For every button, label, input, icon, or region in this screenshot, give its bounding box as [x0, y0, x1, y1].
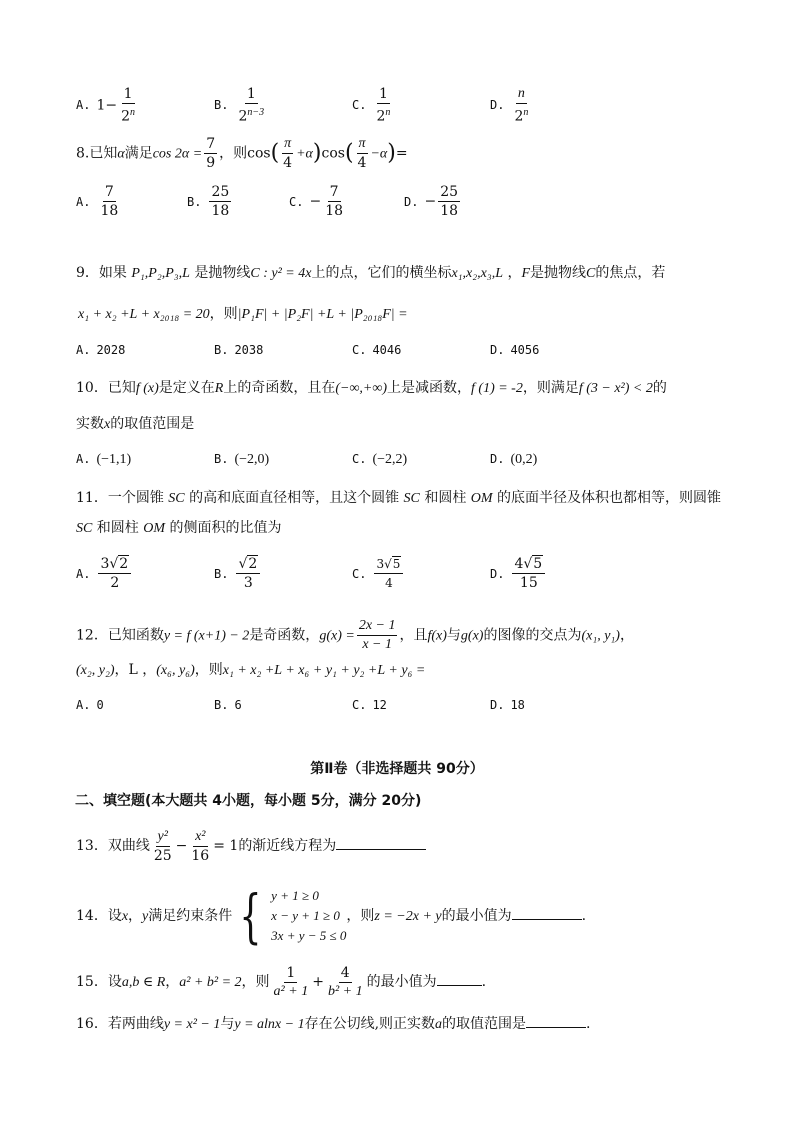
q9-stem-line2: x₁ + x₂ +L + x₂₀₁₈ = 20，则|P₁F| + |P₂F| +L + |P₂₀₁₈F| = — [78, 306, 408, 322]
q7-option-c: C. $\frac{1}{2^n}$ — [352, 86, 391, 125]
q12-option-d: D. 18 — [490, 698, 525, 712]
q9-option-c: C. 4046 — [352, 343, 402, 357]
q12-option-a: A. 0 — [76, 698, 104, 712]
q8-option-d: D. − $\frac{25}{18}$ — [404, 184, 459, 219]
q16-stem: 16．若两曲线y = x² − 1与y = alnx − 1存在公切线,则正实数a的取值范围是 . — [76, 1016, 591, 1032]
q14-stem: 14．设x，y满足约束条件 { y + 1 ≥ 0 x − y + 1 ≥ 0 3x + y − 5 ≤ 0 ，则z = −2x + y的最小值为 . — [76, 882, 587, 950]
answer-blank[interactable] — [526, 1027, 586, 1028]
q11-stem-line1: 11．一个圆锥 SC 的高和底面直径相等，且这个圆锥 SC 和圆柱 OM 的底面半径及体积也都相等，则圆锥 — [76, 490, 722, 506]
q13-stem: 13．双曲线 $\frac{\text{y²}}{25}$ − $\frac{\text{x²}}{16}$ = 1的渐近线方程为 — [76, 828, 426, 864]
q8-option-c: C. − $\frac{7}{18}$ — [289, 184, 344, 219]
q12-stem-line2: (x₂, y₂)，L ，(x₆, y₆)，则x₁ + x₂ +L + x₆ + y₁ + y₂ +L + y₆ = — [76, 662, 426, 678]
q8-options — [0, 184, 794, 224]
answer-blank[interactable] — [336, 849, 426, 850]
q12-option-b: B. 6 — [214, 698, 242, 712]
q7-option-b: B. $\frac{1}{2^{n-3}}$ — [214, 86, 265, 125]
q11-option-b: B. $\frac{√2}{3}$ — [214, 556, 262, 591]
q10-option-c: C. (−2,2) — [352, 452, 408, 467]
part2-title: 第Ⅱ卷（非选择题共 90分） — [310, 761, 484, 777]
q8-option-a: A. $\frac{7}{18}$ — [76, 184, 119, 219]
q8-stem: 8.已知α满足cos 2α = $\frac{7}{9}$ ，则cos( $\frac{\pi}{4}$ +α)cos( $\frac{\pi}{4}$ −α)= — [76, 136, 408, 171]
q9-option-b: B. 2038 — [214, 343, 264, 357]
answer-blank[interactable] — [437, 985, 482, 986]
q12-stem-line1: 12．已知函数y = f (x+1) − 2是奇函数，g(x) = $\frac{2x - 1}{x - 1}$ ，且f(x)与g(x)的图像的交点为(x₁, y₁)， — [76, 618, 634, 652]
section-fill-in-title: 二、填空题(本大题共 4小题，每小题 5分，满分 20分) — [75, 793, 422, 809]
option-label: D. — [490, 98, 505, 113]
q11-stem-line2: SC 和圆柱 OM 的侧面积的比值为 — [76, 520, 282, 536]
q15-stem: 15．设a,b ∈ R，a² + b² = 2，则 $\frac{1}{\text{a² + 1}}$ + $\frac{4}{\text{b² + 1}}$ 的最小值为 . — [76, 964, 487, 999]
option-label: C. — [352, 98, 367, 113]
q8-option-b: B. $\frac{25}{18}$ — [187, 184, 230, 219]
q10-stem-line2: 实数x的取值范围是 — [76, 416, 195, 432]
option-label: A. — [76, 98, 91, 113]
constraint-system: { y + 1 ≥ 0 x − y + 1 ≥ 0 3x + y − 5 ≤ 0 — [239, 882, 347, 950]
q11-option-a: A. $\frac{3√2}{2}$ — [76, 556, 133, 591]
q9-option-d: D. 4056 — [490, 343, 540, 357]
q11-option-c: C. $\frac{3√5}{4}$ — [352, 556, 405, 591]
q10-option-d: D. (0,2) — [490, 452, 538, 467]
q9-options — [0, 342, 794, 364]
q7-option-a: A. 1− $\frac{1}{2^n}$ — [76, 86, 136, 125]
q11-option-d: D. $\frac{4√5}{15}$ — [490, 556, 547, 591]
q10-option-b: B. (−2,0) — [214, 452, 270, 467]
answer-blank[interactable] — [512, 919, 582, 920]
q9-stem-line1: 9．如果 P₁,P₂,P₃,L 是抛物线C : y² = 4x上的点，它们的横坐标x₁,x₂,x₃,L ，F是抛物线C的焦点，若 — [76, 265, 666, 281]
option-label: B. — [214, 98, 229, 113]
q7-options — [0, 80, 794, 125]
q11-options — [0, 556, 794, 598]
q9-option-a: A. 2028 — [76, 343, 126, 357]
q10-option-a: A. (−1,1) — [76, 452, 132, 467]
q7-option-d: D. $\frac{n}{2^n}$ — [490, 86, 529, 125]
q12-option-c: C. 12 — [352, 698, 387, 712]
q10-stem-line1: 10．已知f (x)是定义在R上的奇函数，且在(−∞,+∞)上是减函数，f (1) = -2，则满足f (3 − x²) < 2的 — [76, 380, 667, 396]
q12-options — [0, 697, 794, 719]
q10-options — [0, 451, 794, 473]
